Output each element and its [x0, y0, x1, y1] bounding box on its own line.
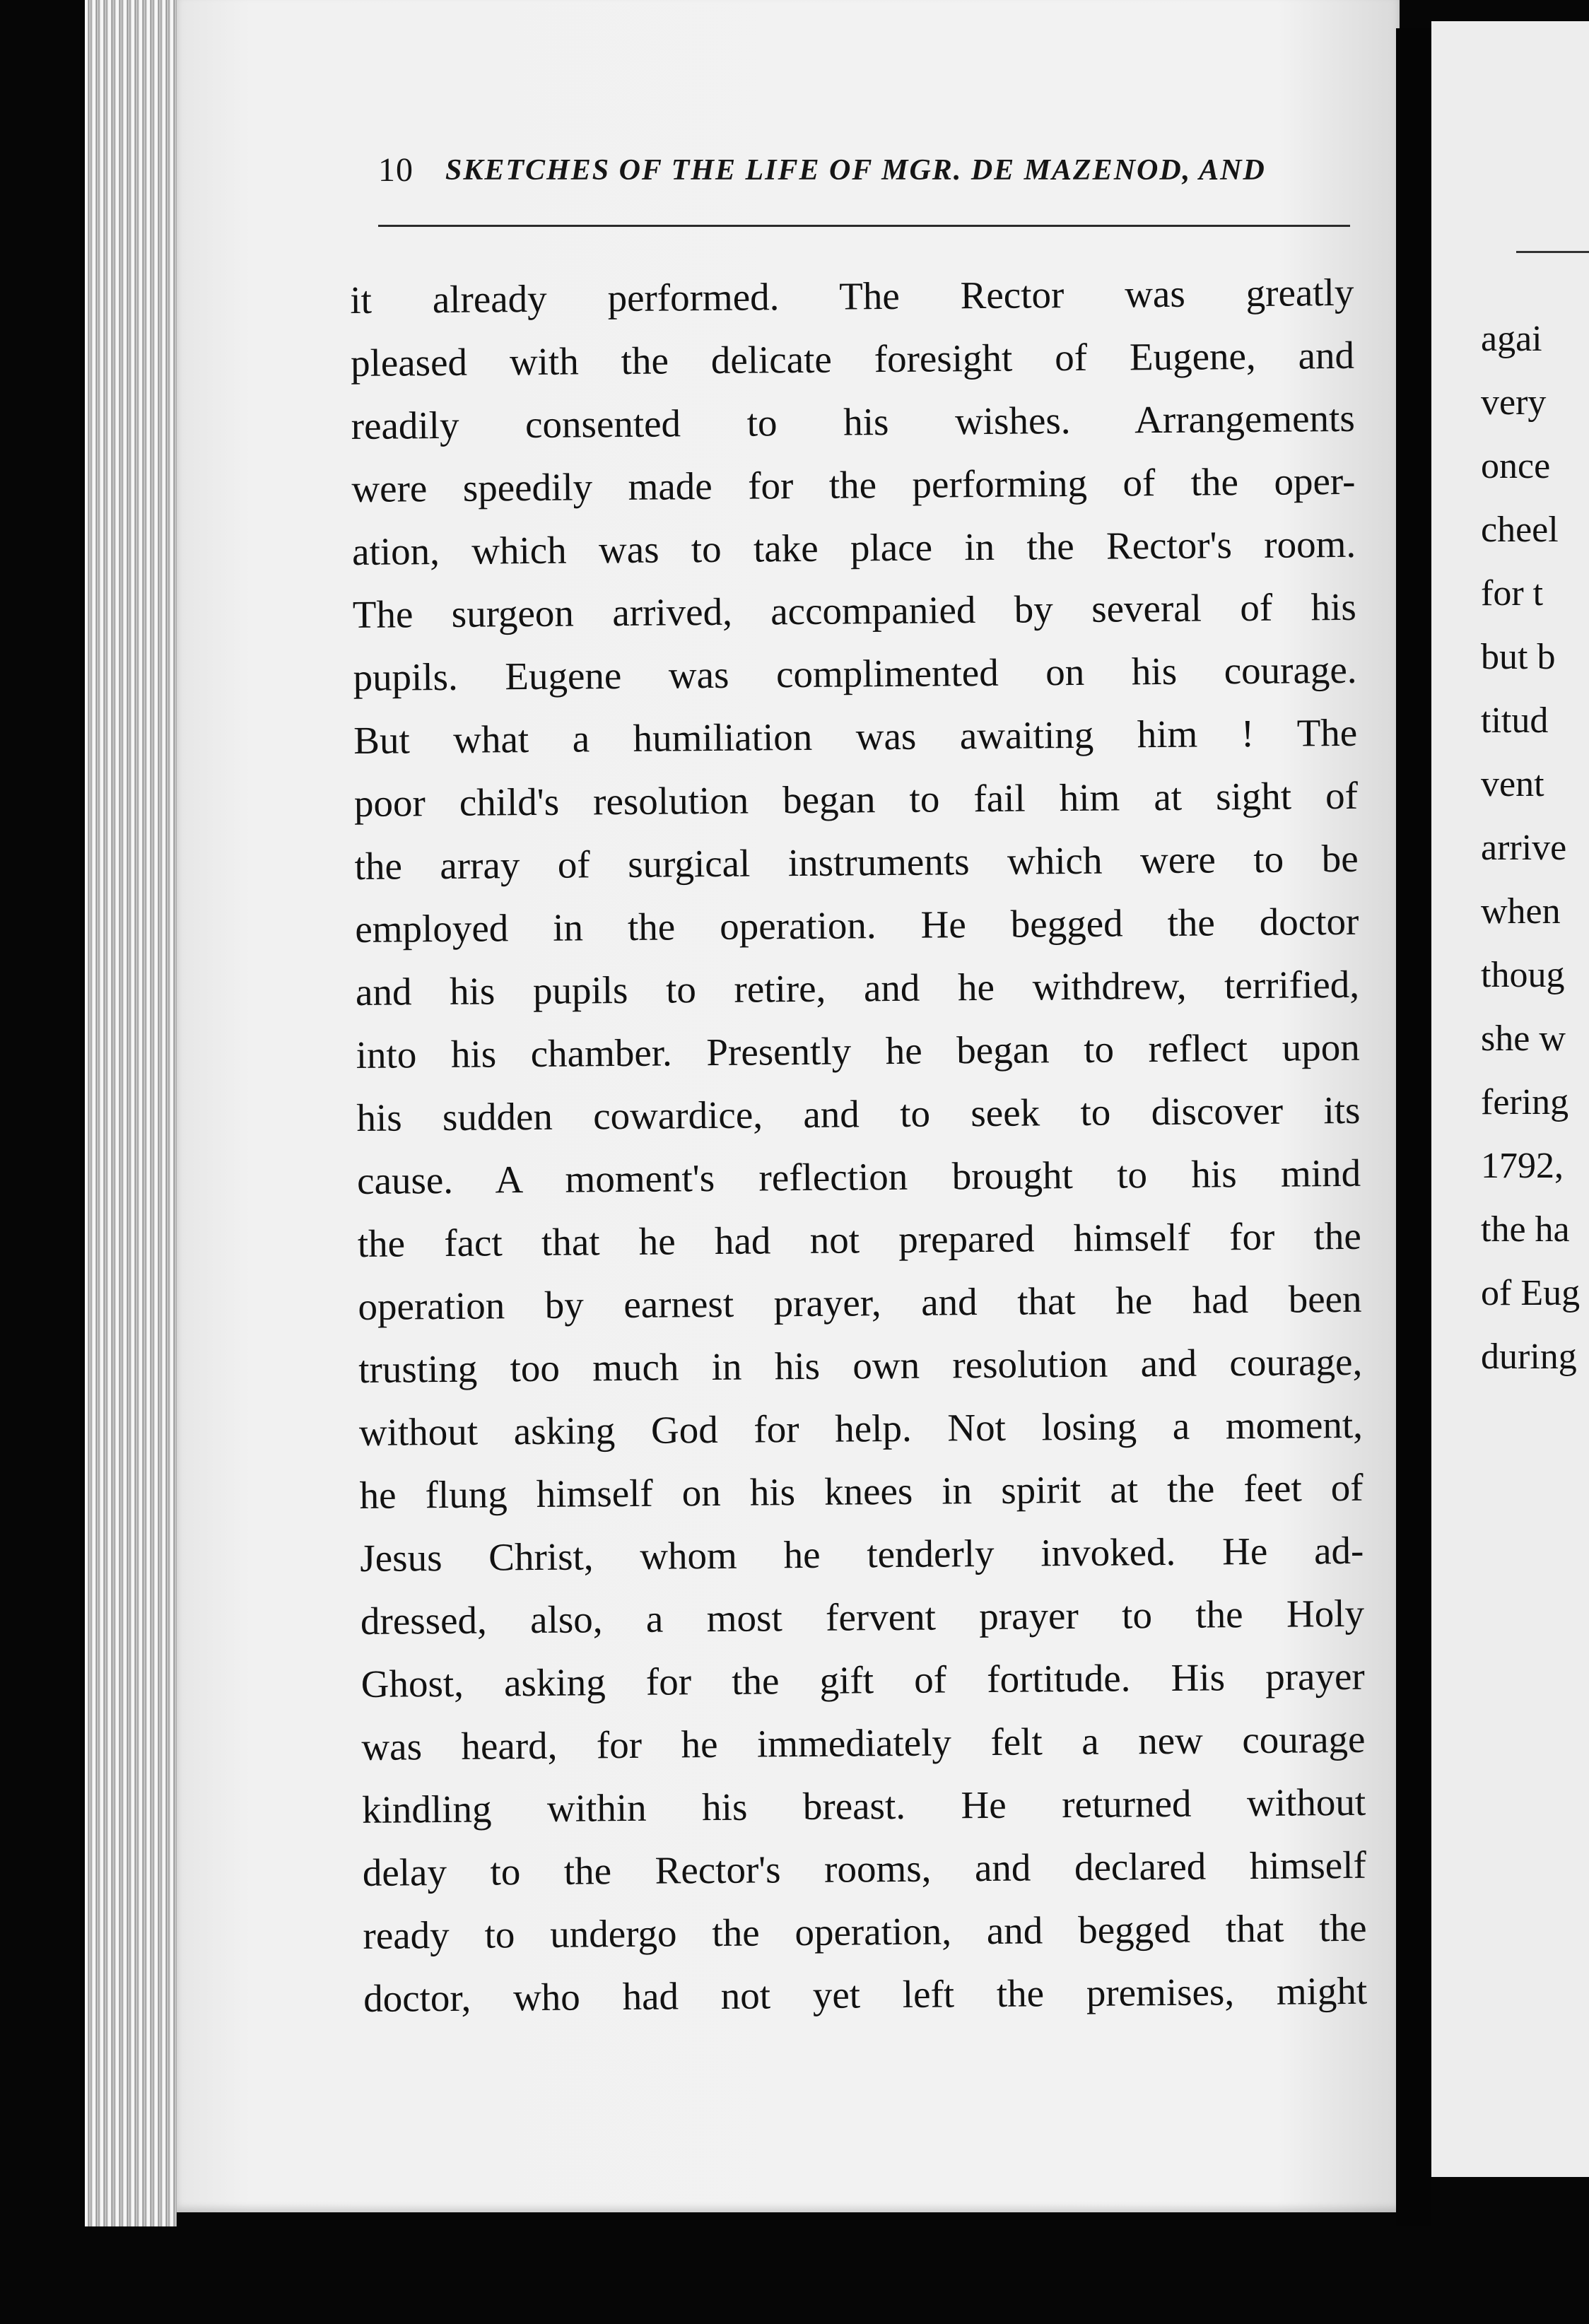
text-line: ready to undergo the operation, and begged that the: [363, 1906, 1367, 1957]
running-title: SKETCHES OF THE LIFE OF MGR. DE MAZENOD, AND: [445, 154, 1266, 187]
text-line: readily consented to his wishes. Arrangements: [351, 396, 1355, 447]
text-line: dressed, also, a most fervent prayer to the Holy: [360, 1591, 1365, 1643]
text-line: very: [1481, 382, 1547, 423]
text-line: The surgeon arrived, accompanied by several of his: [352, 585, 1357, 636]
text-line: thoug: [1481, 955, 1565, 995]
header-rule: [378, 225, 1350, 227]
text-line: and his pupils to retire, and he withdrew, terrified,: [355, 962, 1360, 1014]
text-line: into his chamber. Presently he began to reflect upon: [356, 1025, 1360, 1076]
text-line: for t: [1481, 573, 1544, 614]
page-stack-edge: [85, 0, 177, 2226]
text-line: titud: [1481, 700, 1549, 741]
text-line: kindling within his breast. He returned without: [361, 1780, 1366, 1831]
text-line: he flung himself on his knees in spirit at the feet of: [359, 1465, 1364, 1517]
text-line: fering: [1481, 1082, 1569, 1122]
text-line: doctor, who had not yet left the premises, might: [363, 1968, 1368, 2020]
text-line: his sudden cowardice, and to seek to discover its: [356, 1088, 1361, 1139]
text-line: employed in the operation. He begged the doctor: [355, 899, 1359, 951]
text-line: during: [1481, 1337, 1577, 1377]
text-line: without asking God for help. Not losing a moment,: [358, 1402, 1364, 1454]
text-line: of Eug: [1481, 1273, 1581, 1313]
text-line: pleased with the delicate foresight of Eugene, and: [350, 333, 1355, 385]
text-line: Ghost, asking for the gift of fortitude. His prayer: [360, 1654, 1365, 1706]
text-line: arrive: [1481, 828, 1567, 868]
text-line: were speedily made for the performing of the oper-: [351, 459, 1356, 510]
text-line: cause. A moment's reflection brought to his mind: [356, 1151, 1361, 1202]
text-line: vent: [1481, 764, 1544, 804]
right-header-rule: [1516, 251, 1589, 253]
text-line: it already performed. The Rector was greatly: [350, 270, 1354, 322]
running-header: [378, 145, 1325, 194]
text-line: the ha: [1481, 1209, 1570, 1250]
text-line: agai: [1481, 319, 1542, 359]
text-line: ation, which was to take place in the Rector's room.: [351, 522, 1356, 573]
page-number: 10: [378, 151, 414, 189]
text-line: the fact that he had not prepared himself for the: [357, 1214, 1362, 1265]
text-line: pupils. Eugene was complimented on his courage.: [353, 647, 1357, 699]
text-line: was heard, for he immediately felt a new courage: [361, 1717, 1366, 1768]
text-line: delay to the Rector's rooms, and declared himself: [362, 1843, 1367, 1894]
text-line: when: [1481, 891, 1561, 932]
text-line: once: [1481, 446, 1551, 486]
right-page-text: [1481, 307, 1589, 1389]
body-text: [350, 261, 1368, 2030]
text-line: poor child's resolution began to fail him at sight of: [353, 773, 1359, 825]
text-line: cheel: [1481, 510, 1559, 550]
text-line: the array of surgical instruments which were to be: [354, 836, 1359, 888]
text-line: Jesus Christ, whom he tenderly invoked. He ad-: [360, 1528, 1364, 1580]
text-line: trusting too much in his own resolution and courage,: [358, 1339, 1363, 1391]
text-line: But what a humiliation was awaiting him ! The: [353, 710, 1358, 762]
text-line: she w: [1481, 1019, 1566, 1059]
text-line: 1792,: [1481, 1146, 1564, 1186]
text-line: but b: [1481, 637, 1556, 677]
book-gutter: [1396, 28, 1431, 2226]
text-line: operation by earnest prayer, and that he had been: [358, 1277, 1362, 1328]
